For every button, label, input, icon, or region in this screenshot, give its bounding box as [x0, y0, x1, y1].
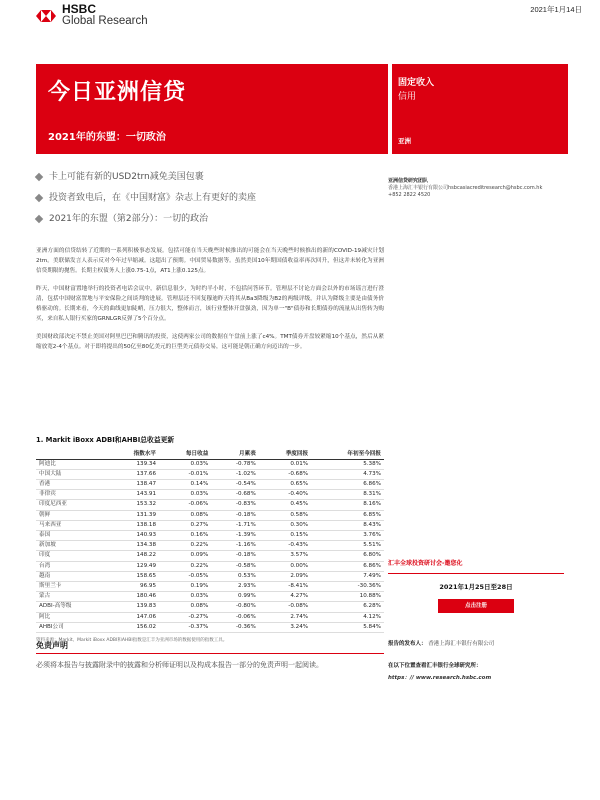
value-cell: -1.71%: [211, 520, 259, 530]
table-row: [36, 530, 384, 540]
row-label-cell: AHBI公司: [36, 622, 107, 632]
value-cell: 6.86%: [311, 479, 384, 489]
key-point: [36, 172, 384, 183]
table-row: [36, 541, 384, 551]
value-cell: 4.27%: [259, 592, 311, 602]
value-cell: 5.38%: [311, 459, 384, 469]
key-points-list: [36, 172, 384, 235]
row-label-cell: ADBI-高等级: [36, 602, 107, 612]
value-cell: 0.03%: [159, 592, 211, 602]
value-cell: 0.19%: [159, 581, 211, 591]
value-cell: 0.99%: [211, 592, 259, 602]
value-cell: -0.83%: [211, 500, 259, 510]
row-label-cell: 香港: [36, 479, 107, 489]
value-cell: 156.02: [107, 622, 159, 632]
table-row: [36, 490, 384, 500]
value-cell: 3.76%: [311, 530, 384, 540]
column-header: [36, 447, 107, 459]
title-banner: [36, 64, 388, 154]
value-cell: 0.00%: [259, 561, 311, 571]
value-cell: 4.12%: [311, 612, 384, 622]
value-cell: 6.86%: [311, 561, 384, 571]
value-cell: 138.47: [107, 479, 159, 489]
key-point-text: 投资者致电后，在《中国财富》杂志上有更好的卖座: [49, 193, 257, 203]
value-cell: 4.73%: [311, 469, 384, 479]
table-row: [36, 510, 384, 520]
table-row: [36, 612, 384, 622]
value-cell: 0.09%: [159, 551, 211, 561]
issuer-block: [388, 640, 588, 682]
value-cell: 0.14%: [159, 479, 211, 489]
table-row: [36, 622, 384, 632]
table-row: [36, 561, 384, 571]
value-cell: 158.65: [107, 571, 159, 581]
key-point: [36, 193, 384, 204]
event-title: 汇丰全球投资研讨会-邀您化: [388, 560, 463, 567]
report-title: 今日亚洲信贷: [48, 80, 187, 105]
disclaimer-block: [36, 640, 384, 671]
value-cell: 5.51%: [311, 541, 384, 551]
value-cell: -0.01%: [159, 469, 211, 479]
row-label-cell: 斯里兰卡: [36, 581, 107, 591]
value-cell: 0.58%: [259, 510, 311, 520]
key-point: [36, 214, 384, 225]
value-cell: -0.58%: [211, 561, 259, 571]
table-row: [36, 520, 384, 530]
brand-subtitle: Global Research: [62, 15, 148, 27]
value-cell: 139.83: [107, 602, 159, 612]
row-label-cell: 朝鲜: [36, 510, 107, 520]
value-cell: 131.39: [107, 510, 159, 520]
event-divider: [388, 573, 564, 574]
value-cell: 2.74%: [259, 612, 311, 622]
value-cell: 129.49: [107, 561, 159, 571]
row-label-cell: 印度: [36, 551, 107, 561]
row-label-cell: 蒙古: [36, 592, 107, 602]
value-cell: 0.16%: [159, 530, 211, 540]
value-cell: 140.93: [107, 530, 159, 540]
value-cell: -0.40%: [259, 490, 311, 500]
hsbc-hexagon-logo-icon: [36, 6, 56, 26]
value-cell: -8.41%: [259, 581, 311, 591]
value-cell: 0.08%: [159, 602, 211, 612]
value-cell: 0.15%: [259, 530, 311, 540]
table-row: [36, 602, 384, 612]
issuer-value: 香港上海汇丰银行有限公司: [428, 641, 495, 647]
table-row: [36, 571, 384, 581]
value-cell: 96.95: [107, 581, 159, 591]
event-promo: [388, 558, 564, 613]
value-cell: -30.36%: [311, 581, 384, 591]
brand-block: [62, 3, 148, 27]
value-cell: 147.06: [107, 612, 159, 622]
value-cell: 0.30%: [259, 520, 311, 530]
column-header: 年初至今回报: [311, 447, 384, 459]
value-cell: 153.32: [107, 500, 159, 510]
paragraph: 亚洲方面的信贷结转了近期的一系列积极事态发展。包括可能在当天晚些时候推出的可能会在当天晚些时候推出的新的COVID-19减灾计划2tm。美联储发言人表示反对今年过早缩减。这超出了预期。中国贸易数据等。虽然美国10年期国债收益率再次回升，但这并未转化为亚洲信贷期限的拋售。长期主权债务人上涨0.75-1点，AT1上涨0.125点。: [36, 248, 384, 274]
value-cell: 138.18: [107, 520, 159, 530]
value-cell: 0.27%: [159, 520, 211, 530]
table-header-row: [36, 447, 384, 459]
column-header: 季度回报: [259, 447, 311, 459]
value-cell: -1.39%: [211, 530, 259, 540]
value-cell: 0.53%: [211, 571, 259, 581]
disclaimer-title: 免责声明: [36, 640, 384, 654]
value-cell: 8.43%: [311, 520, 384, 530]
value-cell: 143.91: [107, 490, 159, 500]
value-cell: 6.80%: [311, 551, 384, 561]
paragraph: 美国财政部决定不禁止美国对阿里巴巴和腾讯的投资，这使两家公司的数据在午盘前上涨了c4%。TMT债券开盘较紧缩10个基点，然后从紧缩放宽2-4个基点。对于即将提出的50亿至80亿美元的巨型美元债券交易，这可能是朝正确方向迈出的一步。: [36, 334, 384, 350]
diamond-bullet-icon: [35, 215, 43, 223]
row-label-cell: 台湾: [36, 561, 107, 571]
value-cell: -0.68%: [211, 490, 259, 500]
paragraph: 昨天，中国财富置地举行的投资者电话会议中，新信息很少，为时约半小时，不包括问答环节。管理层不讨论方面会以外的市场谣言进行澄清，包括中国财富置地与平安保险之间谈判的进展。管理层还不回复穆迪昨天将其从Ba3降级为B2的两级评级，并认为降级主要是由债务价格驱动的。长期来看，今天的曲线更加陡峭，压力很大，整体而言，该行业整体开盘强劲，因为单一"B"债券和长期债券的流量从出售转为购买，来自私人银行买家的GRNLGR反弹了5个百分点。: [36, 286, 384, 322]
event-date: 2021年1月25日至28日: [439, 583, 513, 591]
value-cell: 0.08%: [159, 510, 211, 520]
diamond-bullet-icon: [35, 194, 43, 202]
table-row: [36, 479, 384, 489]
value-cell: 180.46: [107, 592, 159, 602]
returns-table-block: [36, 434, 384, 643]
category-section: 固定收入: [398, 78, 435, 88]
row-label-cell: 印度尼西亚: [36, 500, 107, 510]
value-cell: 137.66: [107, 469, 159, 479]
report-date: 2021年1月14日: [530, 5, 582, 14]
category-banner: [392, 64, 568, 154]
table-title: 1. Markit iBoxx ADBI和AHBI总收益更新: [36, 436, 175, 444]
table-row: [36, 500, 384, 510]
value-cell: -0.78%: [211, 459, 259, 469]
website-label: 在以下位置查看汇丰银行全球研究所：: [388, 663, 482, 669]
value-cell: 3.57%: [259, 551, 311, 561]
row-label-cell: 非律宾: [36, 490, 107, 500]
table-row: [36, 551, 384, 561]
value-cell: 0.45%: [259, 500, 311, 510]
column-header: 指数水平: [107, 447, 159, 459]
value-cell: -0.08%: [259, 602, 311, 612]
register-button[interactable]: 点击注册: [438, 599, 514, 613]
contact-email[interactable]: 香港上海汇丰银行有限公司hsbcasiacreditresearch@hsbc.com.hk: [388, 185, 543, 191]
value-cell: -0.43%: [259, 541, 311, 551]
value-cell: 0.65%: [259, 479, 311, 489]
contact-team: 亚洲信贷研究团队: [388, 178, 429, 184]
table-body: [36, 459, 384, 632]
body-text: [36, 246, 384, 360]
value-cell: 3.24%: [259, 622, 311, 632]
value-cell: -1.16%: [211, 541, 259, 551]
value-cell: -0.18%: [211, 510, 259, 520]
value-cell: -0.37%: [159, 622, 211, 632]
value-cell: 2.09%: [259, 571, 311, 581]
value-cell: -0.80%: [211, 602, 259, 612]
value-cell: 0.03%: [159, 490, 211, 500]
table-row: [36, 469, 384, 479]
row-label-cell: 马来西亚: [36, 520, 107, 530]
category-region: 亚洲: [398, 137, 411, 145]
report-subtitle: 2021年的东盟：一切政治: [48, 132, 166, 143]
table-row: [36, 592, 384, 602]
value-cell: 6.28%: [311, 602, 384, 612]
table-row: [36, 459, 384, 469]
returns-table: [36, 447, 384, 633]
contact-block: [388, 178, 578, 199]
row-label-cell: 泰国: [36, 530, 107, 540]
value-cell: -0.05%: [159, 571, 211, 581]
row-label-cell: 阿比: [36, 612, 107, 622]
value-cell: -0.06%: [211, 612, 259, 622]
key-point-text: 卡上可能有新的USD2trn减免美国包裹: [49, 172, 204, 182]
value-cell: 5.84%: [311, 622, 384, 632]
value-cell: 0.01%: [259, 459, 311, 469]
value-cell: 148.22: [107, 551, 159, 561]
value-cell: 0.03%: [159, 459, 211, 469]
value-cell: -0.27%: [159, 612, 211, 622]
row-label-cell: 新加坡: [36, 541, 107, 551]
value-cell: 8.31%: [311, 490, 384, 500]
value-cell: 6.85%: [311, 510, 384, 520]
value-cell: 8.16%: [311, 500, 384, 510]
brand-name: HSBC: [62, 2, 97, 16]
diamond-bullet-icon: [35, 173, 43, 181]
value-cell: 0.22%: [159, 541, 211, 551]
row-label-cell: 越南: [36, 571, 107, 581]
value-cell: -0.18%: [211, 551, 259, 561]
table-row: [36, 581, 384, 591]
value-cell: 0.22%: [159, 561, 211, 571]
key-point-text: 2021年的东盟（第2部分）：一切的政治: [49, 214, 209, 224]
row-label-cell: 阿迪比: [36, 459, 107, 469]
disclaimer-text: 必须将本报告与披露附录中的披露和分析师证明以及构成本报告一部分的免责声明一起阅读。: [36, 661, 323, 669]
table-source: 资料来源：Markit、Markit iBoxx ADBI和AHBI指数是汇丰为亚洲市场的数据使用的指数工具。: [36, 637, 228, 643]
value-cell: 7.49%: [311, 571, 384, 581]
website-link[interactable]: https：// www.research.hsbc.com: [388, 675, 492, 681]
category-subsection: 信用: [398, 92, 417, 102]
issuer-label: 报告的发布人：: [388, 641, 427, 647]
value-cell: -0.68%: [259, 469, 311, 479]
value-cell: 134.38: [107, 541, 159, 551]
value-cell: 2.93%: [211, 581, 259, 591]
value-cell: -1.02%: [211, 469, 259, 479]
value-cell: -0.54%: [211, 479, 259, 489]
column-header: 月累表: [211, 447, 259, 459]
page-header: [0, 0, 600, 40]
value-cell: 139.34: [107, 459, 159, 469]
value-cell: -0.36%: [211, 622, 259, 632]
value-cell: -0.06%: [159, 500, 211, 510]
row-label-cell: 中国大陆: [36, 469, 107, 479]
contact-phone: +852 2822 4520: [388, 192, 431, 198]
value-cell: 10.88%: [311, 592, 384, 602]
column-header: 每日收益: [159, 447, 211, 459]
